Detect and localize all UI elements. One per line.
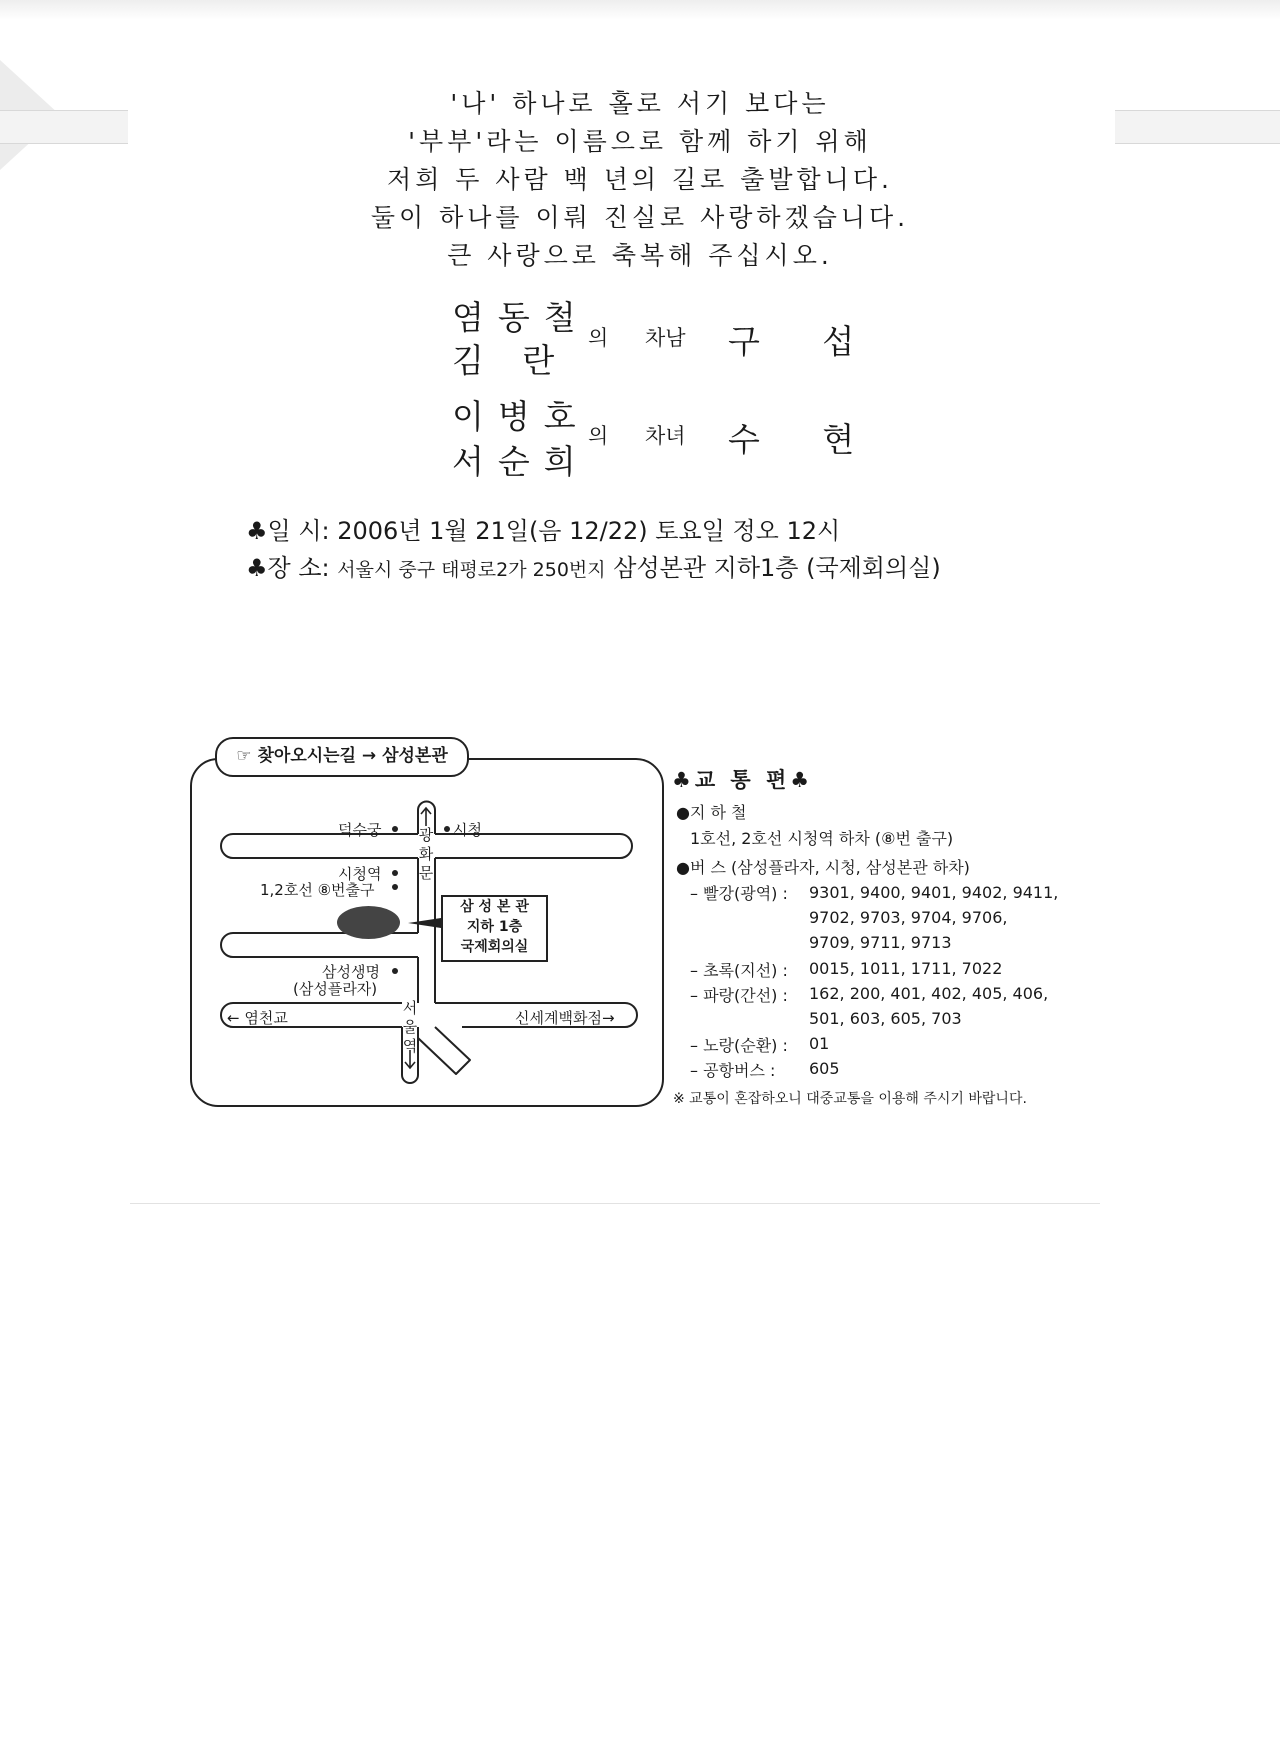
transport-title: ♣교 통 편♣ xyxy=(672,768,814,792)
blue-bus-label: – 파랑(간선) : xyxy=(690,986,788,1005)
label-samsung-plaza: (삼성플라자) xyxy=(293,980,378,998)
blue-bus-line-1: 162, 200, 401, 402, 405, 406, xyxy=(809,984,1049,1003)
yellow-bus-line-1: 01 xyxy=(809,1034,830,1053)
label-yeomcheongyo: ← 염천교 xyxy=(227,1009,288,1027)
groom-relation: 차남 xyxy=(645,326,686,350)
label-city-hall-station: 시청역 xyxy=(338,865,382,883)
groom-particle: 의 xyxy=(588,326,609,350)
bride-mother: 서순희 xyxy=(452,442,590,481)
subway-label: ●지 하 철 xyxy=(676,803,747,822)
blue-bus-line-2: 501, 603, 605, 703 xyxy=(809,1009,962,1028)
bus-label: ●버 스 (삼성플라자, 시청, 삼성본관 하차) xyxy=(676,858,970,877)
place-venue: 삼성본관 지하1층 (국제회의실) xyxy=(613,554,941,582)
red-bus-label: – 빨강(광역) : xyxy=(690,884,788,903)
green-bus-line-1: 0015, 1011, 1711, 7022 xyxy=(809,959,1003,978)
poem-line-5: 큰 사랑으로 축복해 주십시오. xyxy=(447,241,833,270)
exit-dot xyxy=(392,884,398,890)
red-bus-line-1: 9301, 9400, 9401, 9402, 9411, xyxy=(809,883,1059,902)
poem-line-2: '부부'라는 이름으로 함께 하기 위해 xyxy=(408,127,872,156)
label-exit-info: 1,2호선 ⑧번출구 xyxy=(260,881,375,899)
cityhall-dot xyxy=(444,826,450,832)
airport-bus-line-1: 605 xyxy=(809,1059,840,1078)
transport-note: ※ 교통이 혼잡하오니 대중교통을 이용해 주시기 바랍니다. xyxy=(673,1091,1027,1107)
dest-line-2: 지하 1층 xyxy=(466,919,523,935)
deoksugung-dot xyxy=(392,826,398,832)
cityhall-station-dot xyxy=(392,870,398,876)
poem-line-4: 둘이 하나를 이뤄 진실로 사랑하겠습니다. xyxy=(370,203,910,232)
place-label: ♣장 소: xyxy=(246,554,330,582)
bride-relation: 차녀 xyxy=(645,424,686,448)
yellow-bus-label: – 노랑(순환) : xyxy=(690,1036,788,1055)
date-value: 2006년 1월 21일(음 12/22) 토요일 정오 12시 xyxy=(337,517,841,545)
map-title-badge xyxy=(215,737,469,777)
bride-particle: 의 xyxy=(588,424,609,448)
label-shinsegae: 신세계백화점→ xyxy=(515,1009,615,1027)
samsung-life-dot xyxy=(392,968,398,974)
venue-marker xyxy=(337,906,400,939)
road-top-left xyxy=(221,834,418,858)
poem-line-3: 저희 두 사람 백 년의 길로 출발합니다. xyxy=(387,165,893,194)
label-city-hall: 시청 xyxy=(453,821,482,839)
green-bus-label: – 초록(지선) : xyxy=(690,961,788,980)
arrow-up-icon xyxy=(421,808,431,826)
dest-line-1: 삼 성 본 관 xyxy=(460,899,529,915)
road-middle-left xyxy=(221,933,418,957)
dest-line-3: 국제회의실 xyxy=(460,939,529,955)
place-address: 서울시 중구 태평로2가 250번지 xyxy=(337,559,606,581)
label-seoul-station: 서울역 xyxy=(402,999,418,1055)
groom-name: 구 섭 xyxy=(728,322,881,361)
label-gwanghwamun: 광화문 xyxy=(418,826,434,882)
destination-box xyxy=(441,895,548,962)
groom-father: 염동철 xyxy=(452,298,590,337)
bride-name: 수 현 xyxy=(728,420,881,459)
label-deoksugung: 덕수궁 xyxy=(338,821,382,839)
pointing-hand-icon: ☞ xyxy=(236,746,252,766)
pointer-icon xyxy=(408,918,441,928)
airport-bus-label: – 공항버스 : xyxy=(690,1061,776,1080)
label-samsung-life: 삼성생명 xyxy=(322,963,380,981)
road-diagonal xyxy=(418,1027,470,1074)
map-title: 찾아오시는길 → 삼성본관 xyxy=(257,746,448,766)
poem-line-1: '나' 하나로 홀로 서기 보다는 xyxy=(450,89,830,118)
groom-mother: 김 란 xyxy=(452,341,569,380)
subway-detail: 1호선, 2호선 시청역 하차 (⑧번 출구) xyxy=(690,829,954,848)
red-bus-line-2: 9702, 9703, 9704, 9706, xyxy=(809,908,1008,927)
bride-father: 이병호 xyxy=(452,397,590,436)
date-label: ♣일 시: xyxy=(246,517,330,545)
red-bus-line-3: 9709, 9711, 9713 xyxy=(809,933,952,952)
